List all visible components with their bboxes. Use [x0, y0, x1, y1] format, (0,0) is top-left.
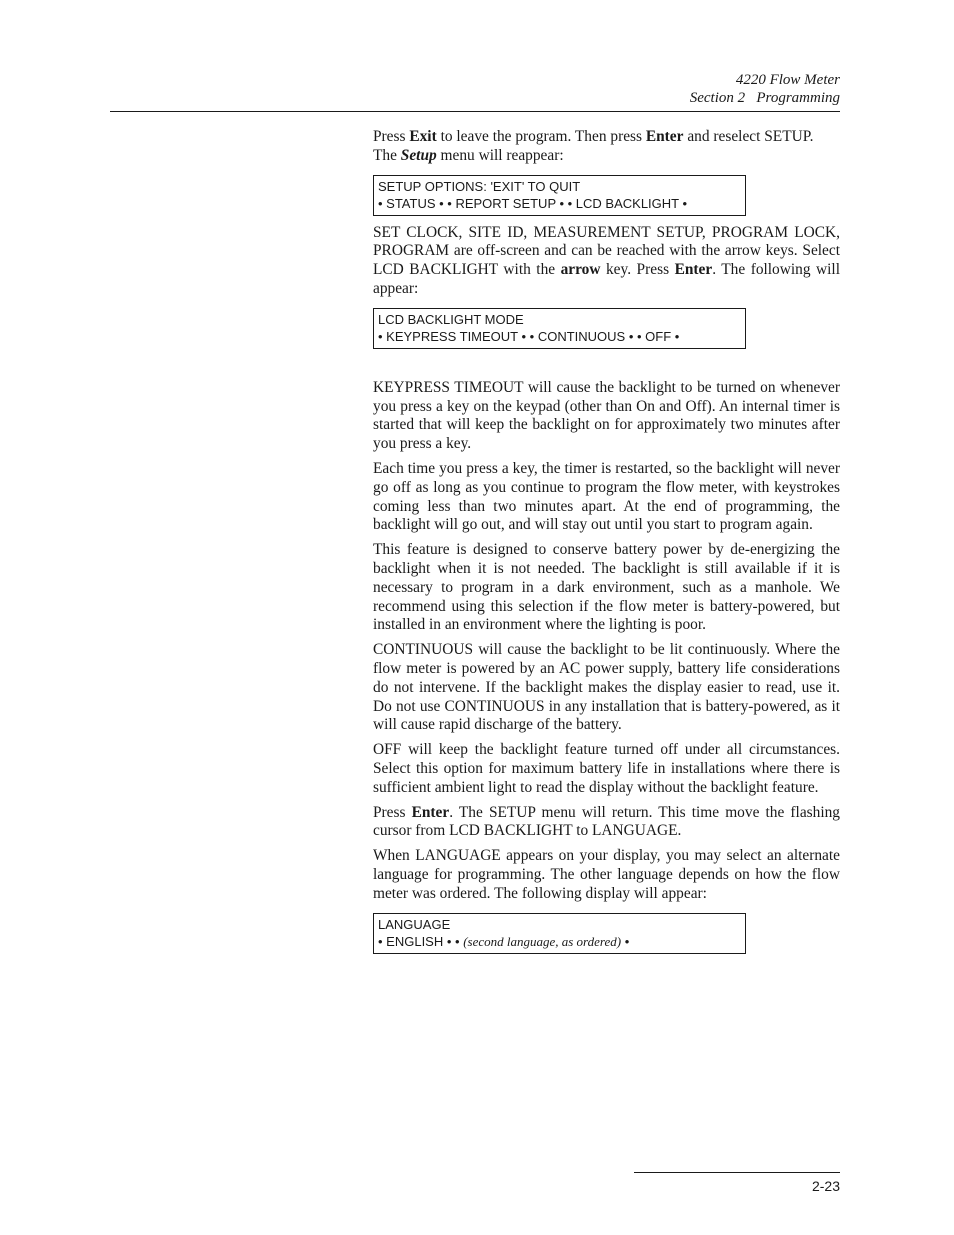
lcd-line: • STATUS • • REPORT SETUP • • LCD BACKLIGHT •: [378, 195, 688, 211]
header-section: Section 2 Programming: [689, 90, 840, 106]
paragraph-continuous: CONTINUOUS will cause the backlight to be lit continuously. Where the flow meter is powered by an AC power supply, battery life considerations do not intervene. If the backlight makes the display easier to read, use it. Do not use CONTINUOUS in any installation that is battery-powered, as it will cause rapid discharge of the battery.: [373, 641, 840, 734]
paragraph-press-enter: Press Enter. The SETUP menu will return. This time move the flashing cursor from LCD BACKLIGHT to LANGUAGE.: [373, 803, 841, 840]
paragraph-conserve-battery: This feature is designed to conserve battery power by de-energizing the backlight when it is not needed. The backlight is still available if it is necessary to program in a dark environment, such as a manhole. We recommend using this selection if the flow meter is battery-powered, but installed in an environment where the lighting is poor.: [373, 541, 840, 634]
paragraph-off: OFF will keep the backlight feature turned off under all circumstances. Select this option for maximum battery life in installations where there is sufficient ambient light to read the display without the backlight feature.: [373, 741, 840, 796]
header-title: 4220 Flow Meter: [735, 72, 840, 88]
paragraph-press-exit: Press Exit to leave the program. Then press Enter and reselect SETUP. The Setup menu will reappear:: [373, 128, 814, 164]
lcd-display-language: [373, 913, 746, 954]
header-rule: [110, 111, 840, 112]
running-header: [690, 71, 840, 107]
lcd-line: LCD BACKLIGHT MODE: [378, 311, 524, 327]
main-content: [373, 128, 840, 962]
lcd-display-setup-options: [373, 175, 746, 216]
paragraph-offscreen-items: SET CLOCK, SITE ID, MEASUREMENT SETUP, PROGRAM LOCK, PROGRAM are off-screen and can be reached with the arrow keys. Select LCD BACKLIGHT with the arrow key. Press Enter. The following will appear:: [373, 223, 840, 297]
page-number: 2-23: [811, 1178, 840, 1194]
lcd-line: SETUP OPTIONS: 'EXIT' TO QUIT: [378, 178, 581, 194]
lcd-line: LANGUAGE: [378, 916, 451, 932]
lcd-line: • KEYPRESS TIMEOUT • • CONTINUOUS • • OFF •: [378, 328, 680, 344]
lcd-line: • ENGLISH • • (second language, as ordered) •: [378, 933, 630, 949]
footer-rule: [634, 1172, 840, 1173]
paragraph-language: When LANGUAGE appears on your display, you may select an alternate language for programming. The other language depends on how the flow meter was ordered. The following display will appear:: [373, 847, 840, 902]
paragraph-keypress-timeout: KEYPRESS TIMEOUT will cause the backlight to be turned on whenever you press a key on the keypad (other than On and Off). An internal timer is started that will keep the backlight on for approximately two minutes after you press a key.: [373, 378, 840, 453]
lcd-display-backlight-mode: [373, 308, 746, 349]
paragraph-timer-restart: Each time you press a key, the timer is restarted, so the backlight will never go off as long as you continue to program the flow meter, with keystrokes coming less than two minutes apart. At the end of programming, the backlight will go out, and will stay out until you start to program again.: [373, 459, 840, 534]
